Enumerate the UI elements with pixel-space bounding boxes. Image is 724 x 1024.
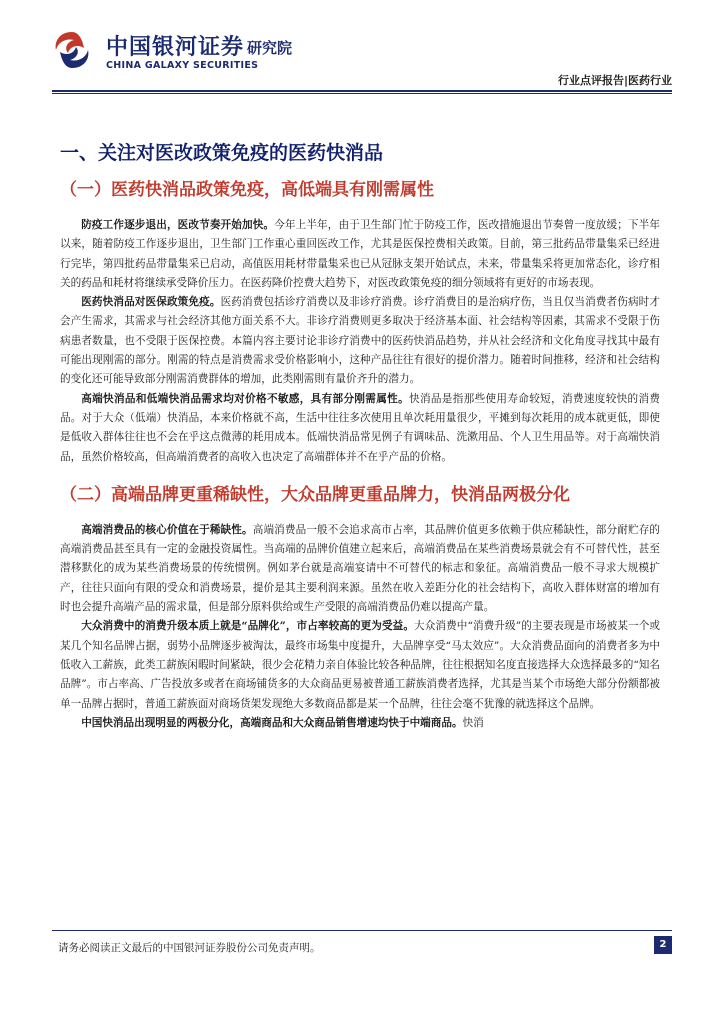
paragraph bbox=[52, 617, 672, 713]
galaxy-logo-icon bbox=[50, 28, 94, 72]
footer-disclaimer: 请务必阅读正文最后的中国银河证券股份公司免责声明。 bbox=[58, 942, 321, 954]
paragraph bbox=[52, 521, 672, 617]
paragraph-body: 快消品是指那些使用寿命较短，消费速度较快的消费品。对于大众（低端）快消品，本来价格就不高，生活中往往多次使用且单次耗用量很少，平摊到每次耗用的成本就更低，即使是低收入群体往往也不会在乎这点微薄的耗用成本。低端快消品常见例子有调味品、洗漱用品、个人卫生用品等。对于高端快消品，虽然价格较高，但高端消费者的高收入也决定了高端群体并不在乎产品的价格。 bbox=[60, 392, 661, 463]
document-body bbox=[52, 140, 672, 733]
header-divider bbox=[52, 90, 672, 92]
subsection-title-2: （二）高端品牌更重稀缺性，大众品牌更重品牌力，快消品两极分化 bbox=[60, 484, 570, 505]
logo-chinese-name: 中国银河证券 bbox=[106, 35, 245, 60]
paragraph-lead: 医药快消品对医保政策免疫。 bbox=[81, 296, 221, 309]
section-title: 一、关注对医改政策免疫的医药快消品 bbox=[60, 142, 384, 164]
paragraph-lead: 大众消费中的消费升级本质上就是“品牌化”，市占率较高的更为受益。 bbox=[81, 620, 415, 633]
paragraph-body: 医药消费包括诊疗消费以及非诊疗消费。诊疗消费目的是治病疗伤，当且仅当消费者伤病时才会产生需求，其需求与社会经济其他方面关系不大。非诊疗消费则更多取决于经济基本面、社会结构等因素，其需求不受限于伤病患者数量，也不受限于医保控费。本篇内容主要讨论非诊疗消费中的医药快消品趋势，并从社会经济和文化角度寻找其中最有可能出现刚需的部分。刚需的特点是消费需求受价格影响小，这种产品往往有很好的提价潜力。随着时间推移，经济和社会结构的变化还可能导致部分刚需消费群体的增加，此类刚需則有量价齐升的潜力。 bbox=[60, 296, 660, 386]
paragraph bbox=[52, 216, 672, 293]
page-header bbox=[0, 0, 724, 100]
research-institute-label: 研究院 bbox=[247, 39, 293, 57]
paragraph-lead: 中国快消品出现明显的两极分化，高端商品和大众商品销售增速均快于中端商品。 bbox=[81, 716, 463, 729]
report-type-label: 行业点评报告|医药行业 bbox=[557, 74, 672, 87]
paragraph bbox=[52, 293, 672, 389]
paragraph-body: 高端消费品一般不会追求高市占率，其品牌价值更多依赖于供应稀缺性，部分耐贮存的高端消费品甚至具有一定的金融投资属性。当高端的品牌价值建立起来后，高端消费品在某些消费场景就会有不可替代性，甚至潜移默化的成为某些消费场景的传统惯例。例如茅台就是高端宴请中不可替代的标志和象征。高端消费品一般不寻求大规模扩产，往往只面向有限的受众和消费场景，提价是其主要利润来源。虽然在收入差距分化的社会结构下，高收入群体财富的增加有时也会提升高端产品的需求量，但是部分原料供给或生产受限的高端消费品仍难以提高产量。 bbox=[60, 523, 661, 614]
paragraph-body: 大众消费中“消费升级”的主要表现是市场被某一个或某几个知名品牌占据，弱势小品牌逐步被淘汰，最终市场集中度提升，大品牌享受“马太效应”。大众消费品面向的消费者多为中低收入工薪族，此类工薪族闲暇时间紧缺，很少会花精力亲自体验比较各种品牌，往往根据知名度直接选择大众选择最多的“知名品牌”。市占率高、广告投放多或者在商场铺货多的大众商品更易被普通工薪族消费者选择，尤其是当某个市场绝大部分份额都被单一品牌占据时，普通工薪族面对商场货架发现绝大多数商品都是某一个品牌，往往会毫不犹豫的就选择这个品牌。 bbox=[60, 620, 660, 710]
page-number: 2 bbox=[654, 936, 672, 954]
header-divider-thin bbox=[52, 93, 672, 94]
paragraph-lead: 高端快消品和低端快消品需求均对价格不敏感，具有部分刚需属性。 bbox=[81, 392, 410, 405]
paragraph-lead: 防疫工作逐步退出，医改节奏开始加快。 bbox=[81, 219, 275, 231]
paragraph bbox=[52, 390, 672, 467]
paragraph bbox=[52, 714, 672, 733]
subsection-title-1: （一）医药快消品政策免疫，高低端具有刚需属性 bbox=[60, 180, 434, 200]
paragraph-body: 快消 bbox=[462, 716, 484, 729]
paragraph-lead: 高端消费品的核心价值在于稀缺性。 bbox=[81, 523, 253, 536]
paragraph-body: 今年上半年，由于卫生部门忙于防疫工作，医改措施退出节奏曾一度放缓；下半年以来，随着防疫工作逐步退出，卫生部门工作重心重回医改工作，尤其是医保控费相关政策。目前，第三批药品带量集采已经进行完毕，第四批药品带量集采已启动，高值医用耗材带量集采也已从冠脉支架开始试点，未来，带量集采将更加常态化，诊疗相关的药品和耗材将继续承受降价压力。在医药降价控费大趋势下，对医改政策免疫的细分领域将有更好的市场表现。 bbox=[60, 219, 661, 289]
logo-english-name: CHINA GALAXY SECURITIES bbox=[106, 60, 259, 71]
footer-divider bbox=[52, 930, 672, 931]
